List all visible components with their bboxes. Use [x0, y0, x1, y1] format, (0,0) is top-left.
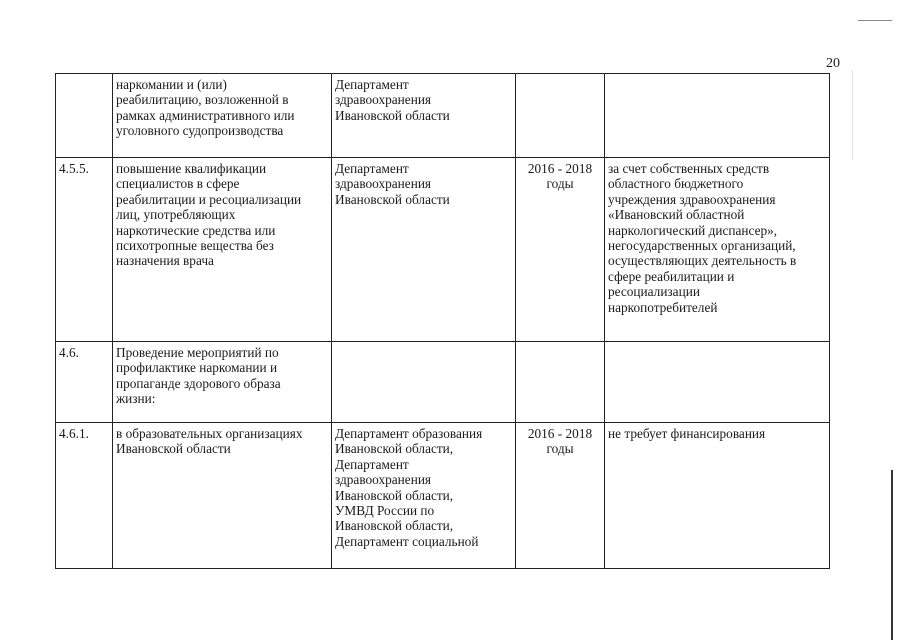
cell-text-line: наркологический диспансер», [608, 222, 778, 238]
cell-text-line: Департамент [335, 161, 409, 176]
item-number-cell: 4.6. [56, 342, 113, 423]
cell-text-line: учреждения здравоохранения [608, 191, 776, 207]
cell-text-line: назначения врача [116, 253, 214, 269]
executor-cell [332, 158, 516, 342]
table-row [56, 158, 830, 342]
cell-text-line: Департамент [335, 456, 409, 472]
measure-cell [113, 342, 332, 423]
cell-text-line: УМВД России по [335, 503, 435, 519]
cell-text-line: Ивановской области [116, 441, 231, 457]
period-cell [516, 158, 605, 342]
cell-text-line: Департамент образования [335, 426, 483, 441]
executor-cell [332, 342, 516, 423]
cell-text-line: негосударственных организаций, [608, 238, 796, 254]
cell-text-line: реабилитацию, возложенной в [116, 92, 289, 108]
funding-cell [605, 423, 830, 569]
cell-text-line: повышение квалификации [116, 161, 267, 176]
cell-text-line: не требует финансирования [608, 426, 766, 441]
scan-mark-top [858, 20, 892, 21]
cell-text-line: жизни: [116, 391, 156, 407]
cell-text-line: осуществляющих деятельность в [608, 253, 797, 269]
funding-cell [605, 74, 830, 158]
cell-text-line: «Ивановский областной [608, 207, 745, 223]
cell-text-line: Ивановской области, [335, 518, 454, 534]
measure-cell [113, 158, 332, 342]
cell-text-line: сфере реабилитации и [608, 268, 735, 284]
page-number: 20 [826, 56, 840, 71]
table-row [56, 342, 830, 423]
scan-edge-line [891, 470, 893, 640]
cell-text-line: лиц, употребляющих [116, 207, 236, 223]
period-cell [516, 423, 605, 569]
cell-text-line: специалистов в сфере [116, 176, 240, 192]
cell-text-line: 2016 - 2018 [527, 161, 593, 176]
table-row [56, 423, 830, 569]
measure-cell [113, 74, 332, 158]
item-number-cell: 4.5.5. [56, 158, 113, 342]
cell-text-line: здравоохранения [335, 472, 432, 488]
cell-text-line: профилактике наркомании и [116, 360, 278, 376]
item-number-cell: 4.6.1. [56, 423, 113, 569]
scan-mark-faint [852, 70, 853, 160]
executor-cell [332, 423, 516, 569]
measure-cell [113, 423, 332, 569]
cell-text-line: пропаганде здорового образа [116, 375, 281, 391]
funding-cell [605, 158, 830, 342]
cell-text-line: здравоохранения [335, 92, 432, 108]
table-row [56, 74, 830, 158]
measures-table [55, 73, 830, 569]
cell-text-line: за счет собственных средств [608, 161, 770, 176]
cell-text-line: наркомании и (или) [116, 77, 227, 92]
cell-text-line: здравоохранения [335, 176, 432, 192]
cell-text-line: ресоциализации [608, 284, 700, 300]
cell-text-line: годы [546, 441, 574, 457]
cell-text-line: психотропные вещества без [116, 238, 274, 254]
cell-text-line: наркопотребителей [608, 299, 718, 315]
funding-cell [605, 342, 830, 423]
cell-text-line: 2016 - 2018 [527, 426, 593, 441]
cell-text-line: уголовного судопроизводства [116, 123, 284, 139]
cell-text-line: Ивановской области [335, 107, 450, 123]
cell-text-line: реабилитации и ресоциализации [116, 191, 302, 207]
cell-text-line: в образовательных организациях [116, 426, 303, 441]
cell-text-line: Проведение мероприятий по [116, 345, 279, 360]
executor-cell [332, 74, 516, 158]
cell-text-line: Ивановской области, [335, 441, 454, 457]
cell-text-line: наркотические средства или [116, 222, 276, 238]
period-cell [516, 342, 605, 423]
item-number-cell [56, 74, 113, 158]
cell-text-line: Департамент [335, 77, 409, 92]
cell-text-line: годы [546, 176, 574, 192]
cell-text-line: Ивановской области [335, 191, 450, 207]
cell-text-line: областного бюджетного [608, 176, 744, 192]
cell-text-line: Ивановской области, [335, 487, 454, 503]
cell-text-line: Департамент социальной [335, 533, 479, 549]
period-cell [516, 74, 605, 158]
cell-text-line: рамках административного или [116, 107, 295, 123]
